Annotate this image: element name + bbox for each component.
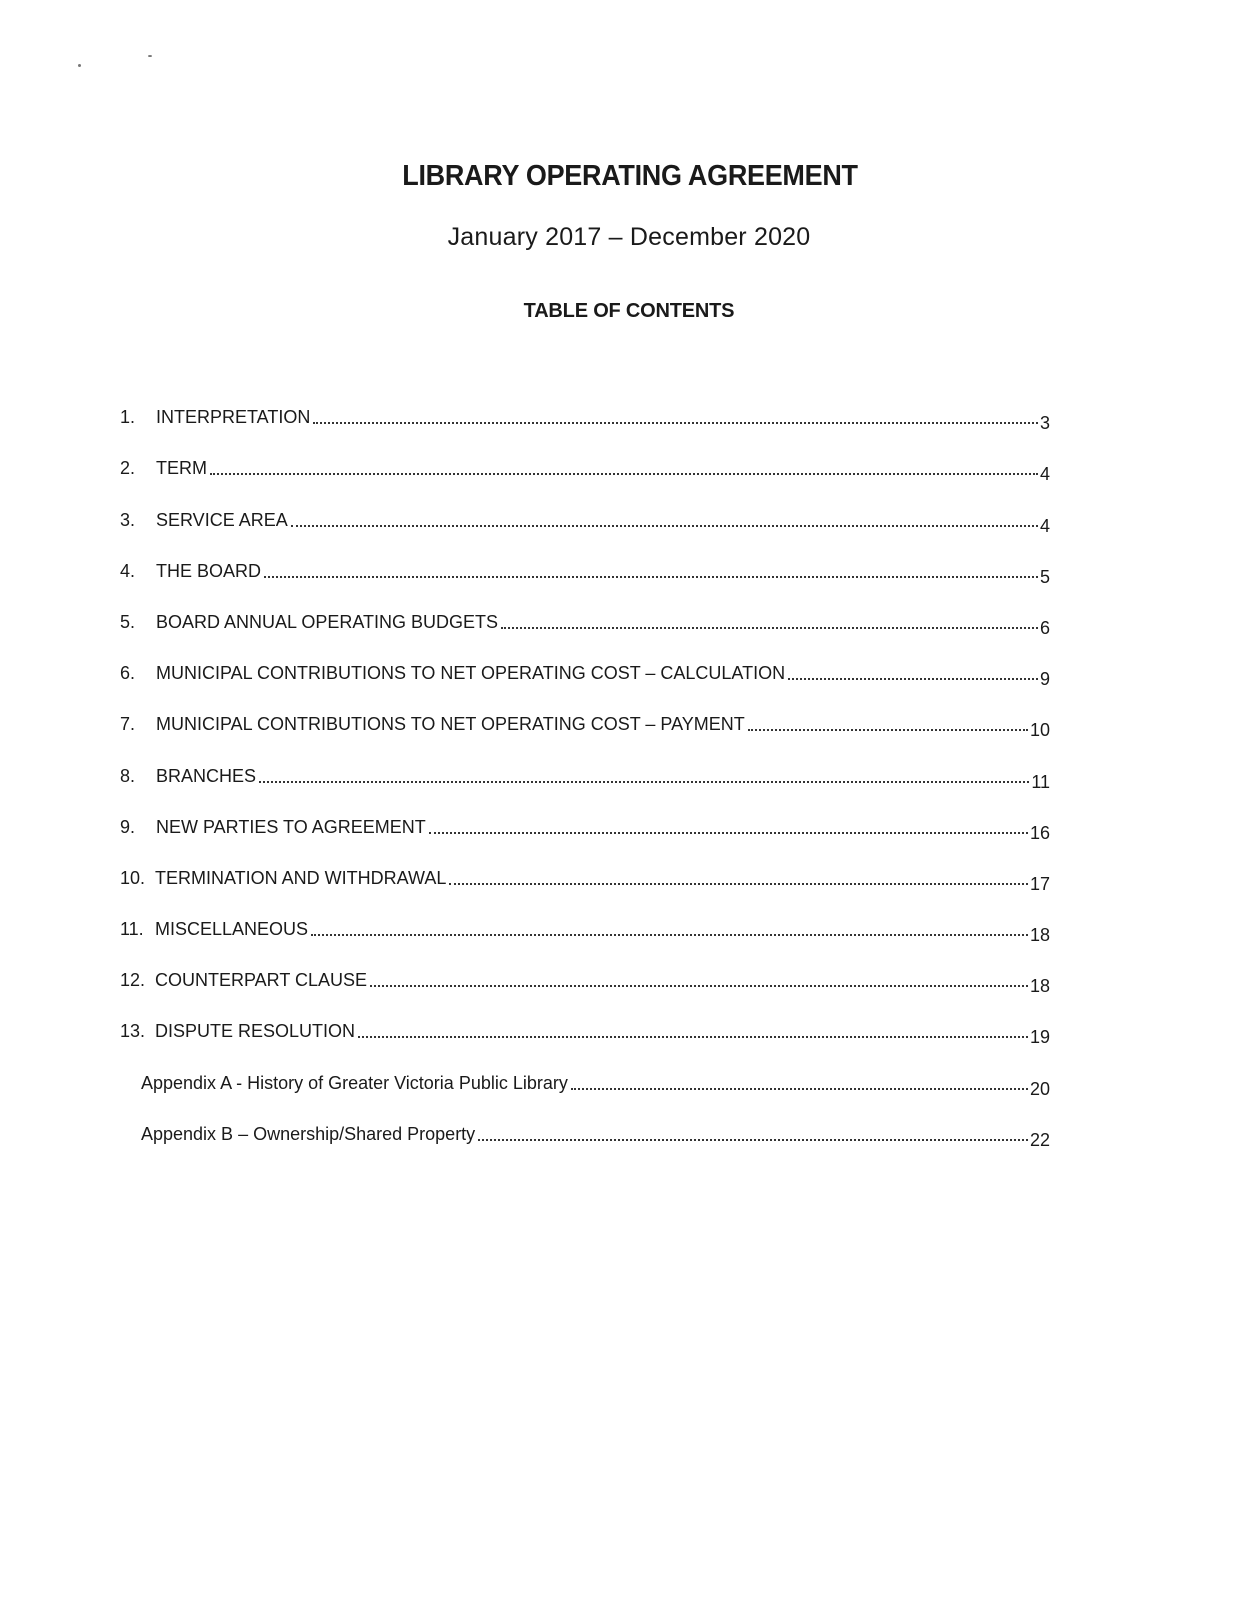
toc-dot-leader (449, 883, 1028, 885)
toc-entry-page: 4 (1039, 464, 1050, 485)
toc-entry-number: 2. (120, 458, 136, 479)
toc-entry-dispute-resolution (120, 1009, 1050, 1060)
toc-entry-label: Appendix B – Ownership/Shared Property (141, 1123, 476, 1144)
toc-entry-number: 6. (120, 663, 136, 684)
toc-entry-label: MUNICIPAL CONTRIBUTIONS TO NET OPERATING COST – CALCULATION (156, 663, 786, 684)
toc-entry-number: 7. (120, 714, 136, 735)
toc-dot-leader (429, 832, 1028, 834)
toc-entry-label: COUNTERPART CLAUSE (155, 970, 368, 991)
toc-entry-number: 8. (120, 765, 136, 786)
toc-entry-contributions-payment (120, 702, 1050, 753)
toc-dot-leader (259, 781, 1029, 783)
toc-entry-number: 13. (120, 1021, 146, 1042)
toc-entry-label: BRANCHES (156, 765, 257, 786)
toc-entry-service-area (120, 497, 1050, 548)
toc-entry-page: 9 (1039, 669, 1050, 690)
toc-dot-leader (311, 934, 1028, 936)
toc-entry-number: 4. (120, 560, 136, 581)
toc-entry-page: 5 (1039, 566, 1050, 587)
toc-dot-leader (748, 729, 1028, 731)
toc-entry-board-budgets (120, 600, 1050, 651)
toc-entry-page: 10 (1029, 720, 1050, 741)
toc-entry-termination (120, 856, 1050, 907)
toc-entry-number: 9. (120, 816, 136, 837)
toc-entry-label: MISCELLANEOUS (155, 919, 309, 940)
toc-heading: TABLE OF CONTENTS (523, 300, 735, 322)
toc-entry-label: INTERPRETATION (156, 407, 311, 428)
toc-entry-term (120, 446, 1050, 497)
scan-speck (148, 55, 152, 57)
document-title: LIBRARY OPERATING AGREEMENT (402, 160, 858, 192)
toc-entry-page: 17 (1029, 873, 1050, 894)
toc-entry-counterpart-clause (120, 958, 1050, 1009)
toc-entry-number: 10. (120, 867, 146, 888)
document-date-range: January 2017 – December 2020 (447, 223, 811, 251)
toc-entry-number: 3. (120, 509, 136, 530)
toc-dot-leader (210, 473, 1038, 475)
toc-entry-appendix-a (120, 1060, 1050, 1111)
toc-entry-label: SERVICE AREA (156, 509, 288, 530)
scan-speck (78, 64, 81, 67)
toc-entry-page: 19 (1029, 1027, 1050, 1048)
toc-entry-page: 20 (1029, 1078, 1050, 1099)
toc-dot-leader (571, 1088, 1028, 1090)
toc-entry-label: BOARD ANNUAL OPERATING BUDGETS (156, 611, 499, 632)
toc-entry-new-parties (120, 805, 1050, 856)
toc-entry-number: 1. (120, 407, 136, 428)
toc-dot-leader (264, 576, 1038, 578)
toc-dot-leader (501, 627, 1038, 629)
toc-entry-page: 16 (1029, 822, 1050, 843)
toc-entry-branches (120, 753, 1050, 804)
toc-entry-number: 11. (120, 919, 144, 940)
toc-entry-contributions-calculation (120, 651, 1050, 702)
toc-dot-leader (313, 422, 1038, 424)
toc-entry-page: 18 (1029, 925, 1050, 946)
toc-entry-page: 6 (1039, 617, 1050, 638)
toc-dot-leader (788, 678, 1038, 680)
toc-entry-interpretation (120, 395, 1050, 446)
toc-entry-page: 3 (1039, 413, 1050, 434)
toc-entry-label: NEW PARTIES TO AGREEMENT (156, 816, 426, 837)
toc-entry-page: 18 (1029, 976, 1050, 997)
toc-entry-number: 12. (120, 970, 146, 991)
toc-entry-label: THE BOARD (156, 560, 262, 581)
toc-dot-leader (370, 985, 1028, 987)
toc-entry-page: 4 (1039, 515, 1050, 536)
toc-entry-number: 5. (120, 611, 136, 632)
toc-entry-label: TERM (156, 458, 207, 479)
toc-entry-label: TERMINATION AND WITHDRAWAL (155, 867, 447, 888)
toc-entry-the-board (120, 549, 1050, 600)
toc-entry-page: 22 (1029, 1129, 1050, 1150)
toc-dot-leader (291, 525, 1038, 527)
toc-entry-page: 11 (1031, 771, 1050, 792)
toc-entry-appendix-b (120, 1112, 1050, 1163)
toc-dot-leader (478, 1139, 1028, 1141)
toc-entry-label: MUNICIPAL CONTRIBUTIONS TO NET OPERATING COST – PAYMENT (156, 714, 745, 735)
table-of-contents (120, 395, 1050, 1163)
toc-entry-label: Appendix A - History of Greater Victoria Public Library (141, 1072, 568, 1093)
toc-dot-leader (358, 1036, 1028, 1038)
toc-entry-miscellaneous (120, 907, 1050, 958)
toc-entry-label: DISPUTE RESOLUTION (155, 1021, 356, 1042)
